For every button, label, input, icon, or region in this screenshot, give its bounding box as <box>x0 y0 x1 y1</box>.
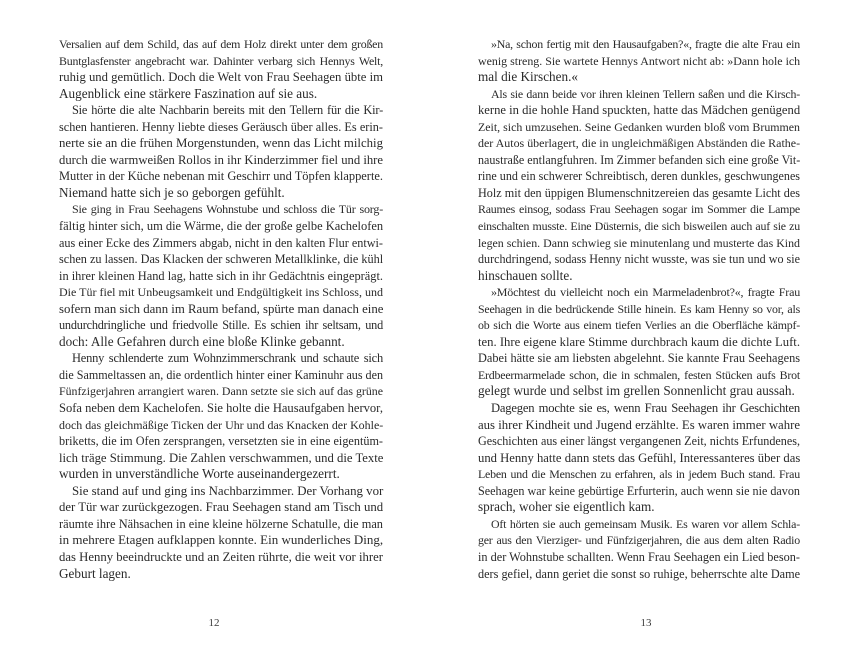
text-line: »Möchtest du vielleicht noch ein Marmeladenbrot?«, fragte Frau <box>491 285 800 300</box>
text-line: in ihrer kleinen Hand lag, hatte sich in ihr Gedächtnis eingeprägt. <box>59 268 383 283</box>
text-line: Geschichten aus einer längst vergangenen Zeit, nichts Erfundenes, <box>478 434 800 449</box>
text-line: Seehagen in die bedrückende Stille hinein. Es kam Henny so vor, als <box>478 301 800 316</box>
text-line: durchdringend, sodass Henny nicht wusste, was sie tun und wo sie <box>478 252 800 267</box>
text-line: rine und ein schwerer Schreibtisch, deren dunkles, geschwungenes <box>478 169 800 184</box>
text-line: sofern man sich dann im Raum befand, spürte man danach eine <box>59 301 384 316</box>
text-line: Dabei hätte sie am liebsten abgelehnt. Sie kannte Frau Seehagens <box>478 351 801 366</box>
text-line: legen schien. Dann schwieg sie minutenlang und musterte das Kind <box>478 235 800 250</box>
text-line: Zeit, sich umzusehen. Seine Gedanken wurden bloß vom Brummen <box>478 119 800 134</box>
text-line: in der Wohnstube schallten. Wenn Frau Seehagen ein Lied beson- <box>478 549 800 564</box>
text-line: »Na, schon fertig mit den Hausaufgaben?«, fragte die alte Frau ein <box>491 37 800 51</box>
text-line: Sie ging in Frau Seehagens Wohnstube und schloss die Tür sorg- <box>72 202 383 217</box>
page-number: 13 <box>640 617 652 629</box>
text-line: Erdbeermarmelade schon, die in schmalen, festen Stücken aufs Brot <box>478 367 800 382</box>
text-line: und Henny hatte dann stets das Gefühl, Interessanteres über das <box>478 450 801 465</box>
page-right <box>430 0 859 648</box>
text-line: Henny schlenderte zum Wohnzimmerschrank und schaute sich <box>72 351 383 366</box>
text-line: Als sie dann beide vor ihren kleinen Tellern saßen und die Kirsch- <box>491 86 800 101</box>
text-line: Mutter in der Küche nebenan mit Geschirr und Töpfen klapperte. <box>59 169 384 184</box>
text-line: mal die Kirschen.« <box>478 69 578 85</box>
text-line: hinschauen sollte. <box>478 267 573 283</box>
text-line: wurden in unverständliche Worte auseinandergezerrt. <box>59 466 340 482</box>
text-line: Sofa neben dem Kachelofen. Sie holte die Hausaufgaben hervor, <box>59 401 383 416</box>
text-line: undurchdringliche und friedvolle Stille. Es schien ihr seltsam, und <box>59 318 383 333</box>
text-line: das Henny beeindruckte und an Zeiten rührte, die weit vor ihrer <box>59 549 383 564</box>
text-line: sprach, woher sie eigentlich kam. <box>478 499 655 515</box>
text-line: Augenblick eine stärkere Faszination auf sie aus. <box>59 85 318 101</box>
text-line: Leben und die Menschen zu erfahren, als in jedem Buch stand. Frau <box>478 467 800 482</box>
text-line: kerne in die hohle Hand spuckten, hatte das Mädchen genügend <box>478 103 801 118</box>
text-line: schen zu lassen. Das Klacken der schweren Metallklinke, die kühl <box>59 252 384 267</box>
text-line: lich träge Stimmung. Die Zahlen verschwammen, und die Texte <box>59 450 384 465</box>
page-number: 12 <box>208 617 220 629</box>
text-line: Dagegen mochte sie es, wenn Frau Seehagen ihr Geschichten <box>491 401 800 416</box>
text-line: wenig streng. Sie wartete Hennys Antwort nicht ab: »Dann hole ich <box>478 53 801 68</box>
text-line: Raumes einsog, sodass Frau Seehagen sogar im Sommer die Lampe <box>478 202 800 217</box>
text-line: schen hantieren. Henny liebte dieses Geräusch über alles. Es erin- <box>59 119 383 134</box>
text-line: die Sammeltassen an, die ordentlich hinter einer Kaminuhr aus den <box>59 367 383 382</box>
text-line: Geburt lagen. <box>59 565 131 581</box>
text-line: briketts, die im Ofen zersprangen, versetzten sie in eine eigentüm- <box>59 434 383 449</box>
text-line: einschalten musste. Eine Düsternis, die sich bisweilen auch auf sie zu <box>478 219 800 234</box>
text-line: Oft hörten sie auch gemeinsam Musik. Es waren vor allem Schla- <box>491 516 800 531</box>
text-line: Holz mit den üppigen Blumenschnitzereien das gesamte Licht des <box>478 185 800 200</box>
text-line: Buntglasfenster angebracht war. Dahinter verbarg sich Hennys Welt, <box>59 53 383 68</box>
text-line: der Tür war zurückgezogen. Frau Seehagen stand am Tisch und <box>59 500 384 515</box>
text-line: ob sich die Worte aus einem tiefen Verlies an die Oberfläche kämpf- <box>478 318 800 333</box>
text-line: Seehagen war keine gebürtige Erfurterin, auch wenn sie nie davon <box>478 483 800 498</box>
page-text <box>59 36 383 582</box>
text-line: ders gefiel, dann geriet die sonst so ruhige, beherrschte alte Dame <box>478 566 801 581</box>
text-line: Versalien auf dem Schild, das auf dem Holz direkt unter dem großen <box>59 37 383 51</box>
text-line: nerte sie an die frühen Morgenstunden, wenn das Licht milchig <box>59 136 383 151</box>
text-line: fältig hinter sich, um die Wärme, die der große gelbe Kachelofen <box>59 219 384 234</box>
text-line: naustraße entlangfuhren. Im Zimmer befanden sich eine große Vit- <box>478 152 801 167</box>
text-line: der Autos überlagert, die in ungleichmäßigen Abständen die Rathe- <box>478 136 801 151</box>
text-line: doch: Alle Gefahren durch eine bloße Klinke gebannt. <box>59 333 345 349</box>
text-line: Die Tür fiel mit Unbeugsamkeit und Endgültigkeit ins Schloss, und <box>59 285 383 300</box>
page-text <box>478 36 800 582</box>
text-line: ten. Ihre eigene klare Stimme durchbrach kaum die dichte Luft. <box>478 334 800 349</box>
text-line: gelegt wurde und selbst im grellen Sonnenlicht grau aussah. <box>478 383 795 399</box>
text-line: in mehrere Etagen aufklappen konnte. Ein wunderliches Ding, <box>59 532 384 548</box>
text-line: Sie stand auf und ging ins Nachbarzimmer. Der Vorhang vor <box>72 483 384 498</box>
text-line: Fünfzigerjahren arrangiert waren. Dann setzte sie sich auf das grüne <box>59 384 383 399</box>
text-line: ruhig und gemütlich. Doch die Welt von Frau Seehagen übte im <box>59 70 383 85</box>
text-line: doch das gleichmäßige Ticken der Uhr und das Knacken der Kohle- <box>59 417 384 432</box>
text-line: Niemand hatte sich je so geborgen gefühlt. <box>59 184 285 200</box>
text-line: ger aus den Vierziger- und Fünfzigerjahren, die aus dem alten Radio <box>478 533 800 548</box>
text-line: durch die warmweißen Rollos in ihr Kinderzimmer fiel und ihre <box>59 152 384 167</box>
text-line: räumte ihre Nähsachen in eine kleine hölzerne Schatulle, die man <box>59 516 383 531</box>
text-line: aus einer Ecke des Zimmers abgab, nicht in den kalten Flur entwi- <box>59 235 383 250</box>
text-line: Sie hörte die alte Nachbarin bereits mit den Tellern für die Kir- <box>72 103 383 118</box>
text-line: aus ihrer Kindheit und Jugend erzählte. Es waren immer wahre <box>478 417 800 432</box>
